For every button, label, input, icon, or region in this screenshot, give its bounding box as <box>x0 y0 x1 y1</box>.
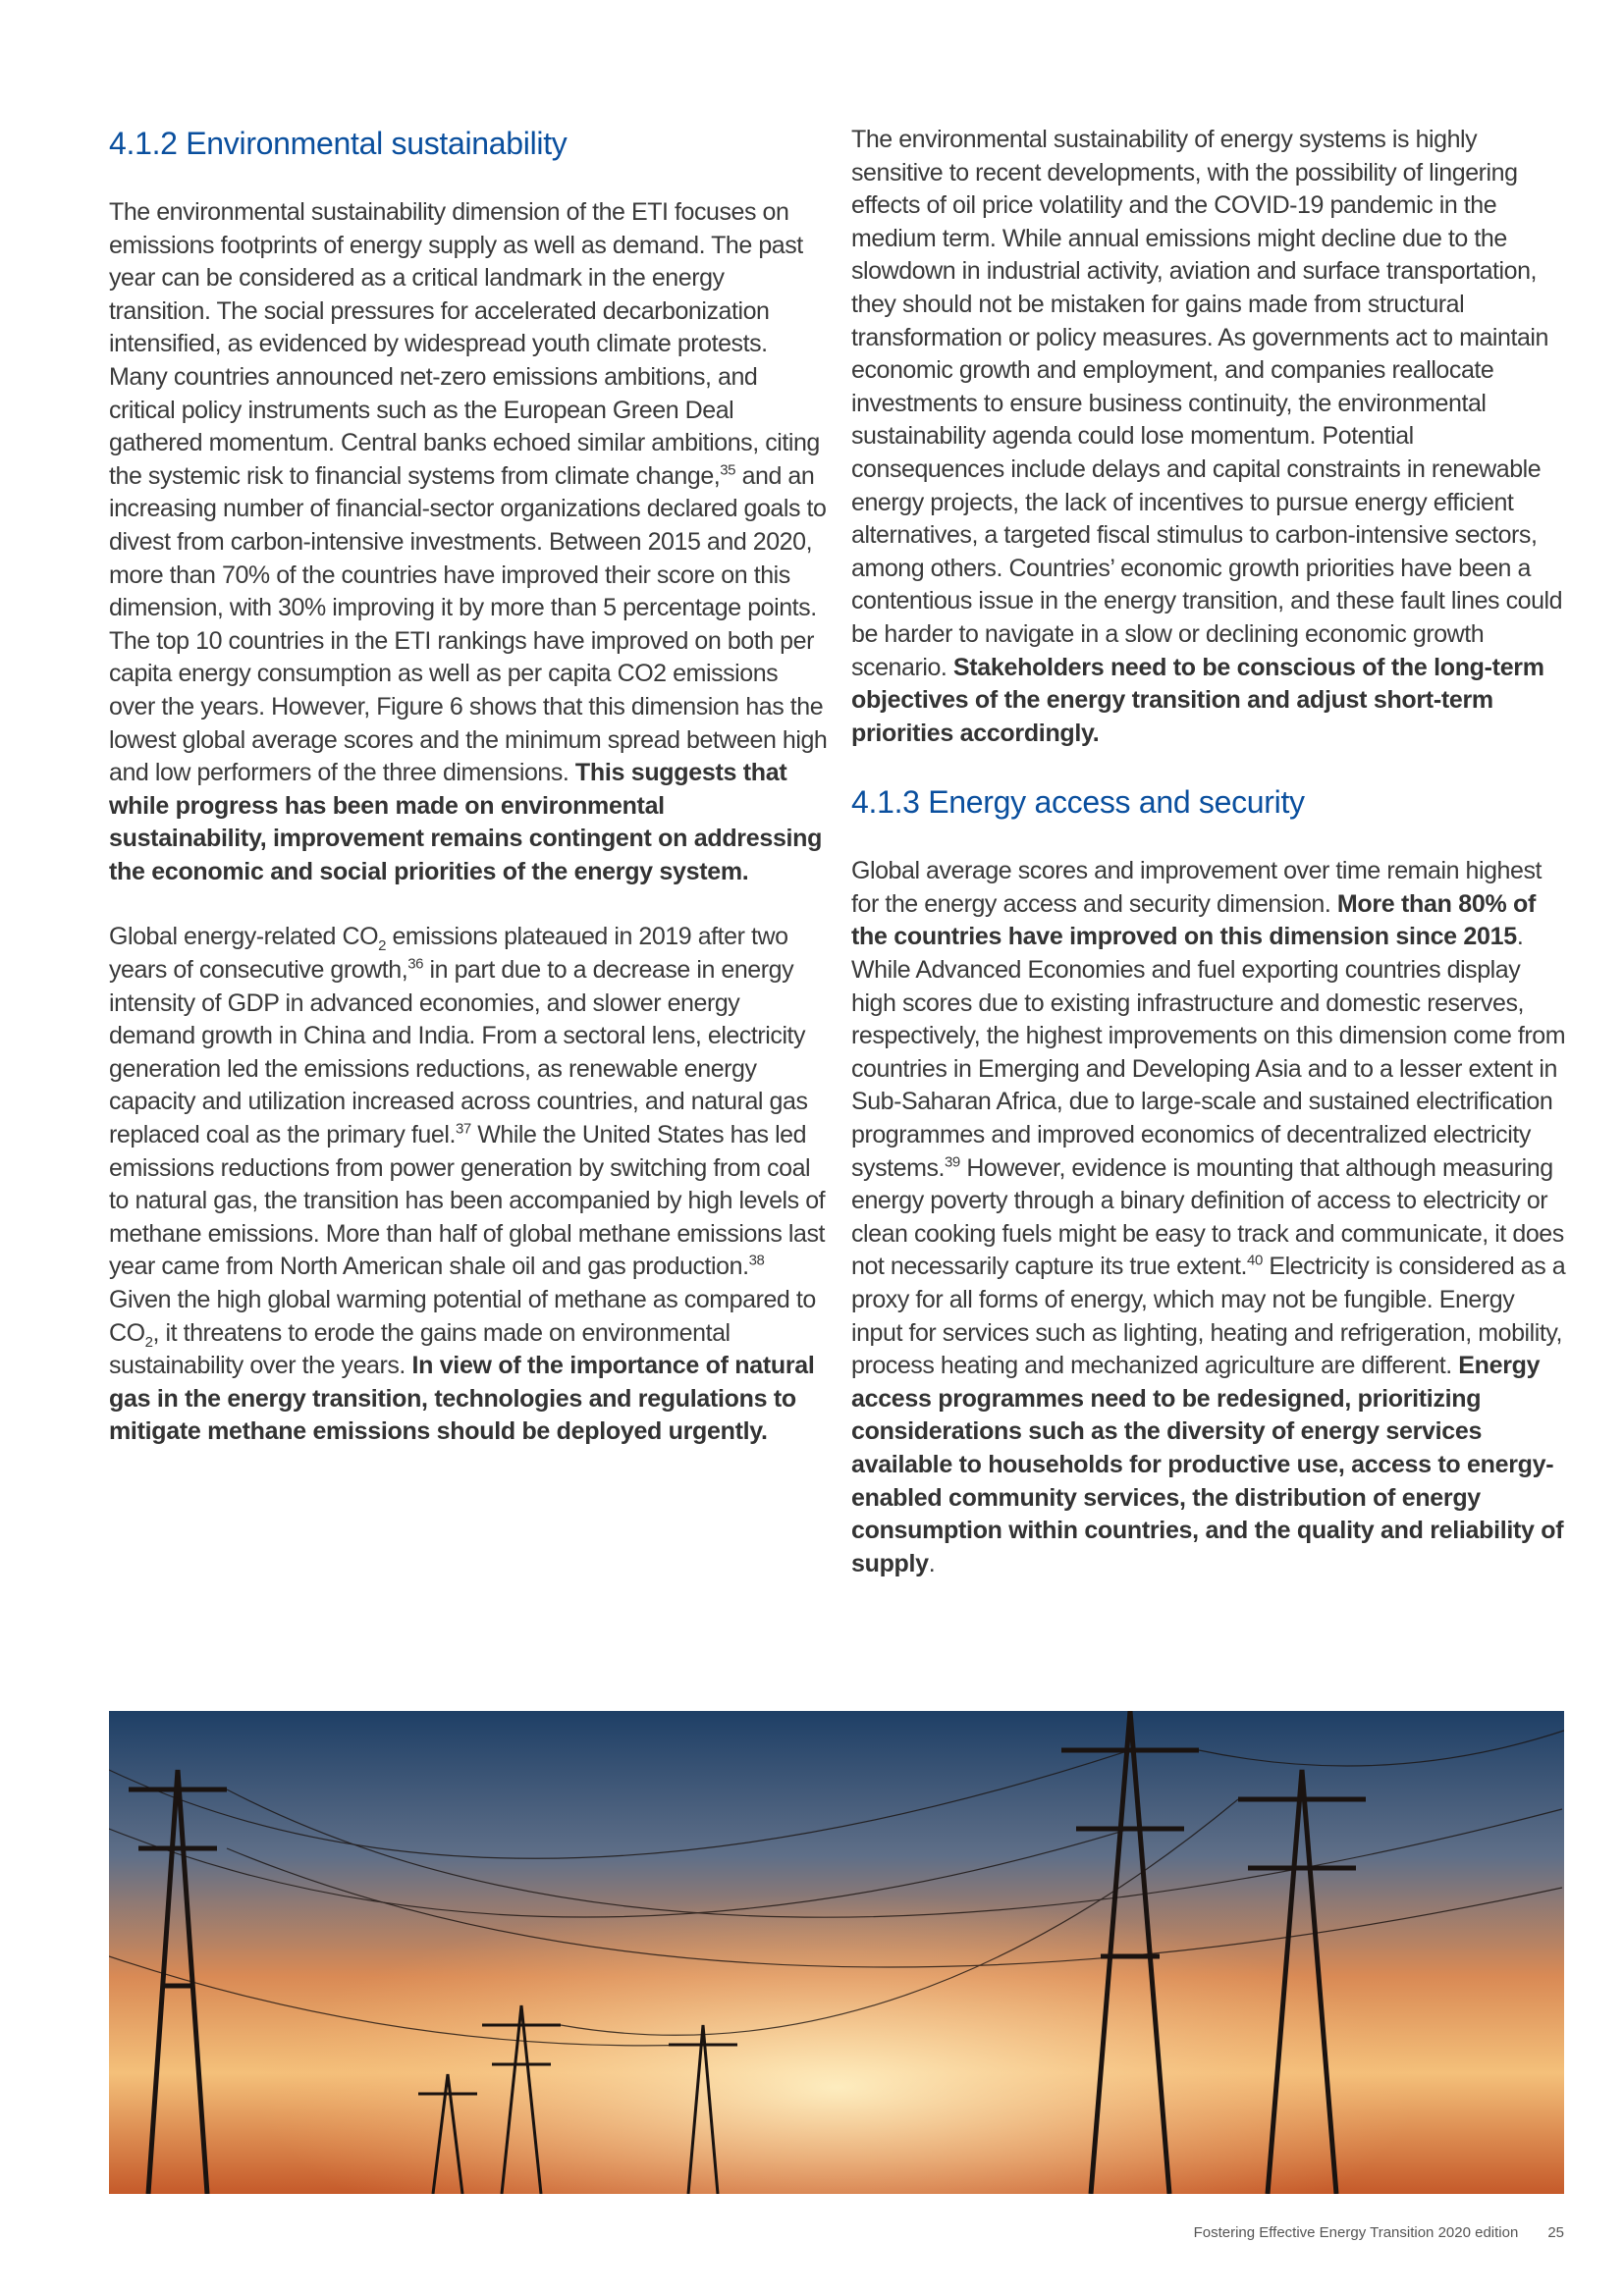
text-run: However, evidence is mounting that although measuring energy poverty through a binary definition of access to electricity or clean cooking fuels might be easy to track and communicate, it does not necessarily capture its true extent. <box>851 1153 1564 1281</box>
text-run: . <box>928 1549 936 1577</box>
body-paragraph <box>109 921 828 1449</box>
text-run: Global average scores and improvement over time remain highest for the energy access and security dimension. <box>851 857 1543 918</box>
text-run: emissions plateaued in 2019 after two years of consecutive growth, <box>109 923 788 985</box>
text-run: Electricity is considered as a proxy for all forms of energy, which may not be fungible. Energy input for services such as lighting, heating and refrigeration, mobility, process heating and mechanized agriculture are different. <box>851 1253 1566 1380</box>
bold-text: Stakeholders need to be conscious of the long-term objectives of the energy transition and adjust short-term priorities accordingly. <box>851 653 1544 747</box>
text-run: in part due to a decrease in energy intensity of GDP in advanced economies, and slower energy demand growth in China and India. From a sectoral lens, electricity generation led the emissions reductions, as renewable energy capacity and utilization increased across countries, and natural gas replaced coal as the primary fuel. <box>109 956 808 1149</box>
footnote-ref: 39 <box>945 1153 960 1171</box>
subscript: 2 <box>144 1333 153 1351</box>
subscript: 2 <box>378 937 386 955</box>
text-run: Given the high global warming potential of methane as compared to CO <box>109 1286 816 1347</box>
text-run: The environmental sustainability dimension of the ETI focuses on emissions footprints of energy supply as well as demand. The past year can be considered as a critical landmark in the energy transition. The social pressures for accelerated decarbonization intensified, as evidenced by widespread youth climate protests. Many countries announced net-zero emissions ambitions, and critical policy instruments such as the European Green Deal gathered momentum. Central banks echoed similar ambitions, citing the systemic risk to financial systems from climate change, <box>109 198 820 490</box>
publication-title: Fostering Effective Energy Transition 2020 edition <box>1193 2224 1519 2241</box>
right-column <box>851 124 1568 1613</box>
page-number: 25 <box>1547 2224 1564 2241</box>
footnote-ref: 35 <box>720 461 736 479</box>
text-run: While the United States has led emissions reductions from power generation by switching from coal to natural gas, the transition has been accompanied by high levels of methane emissions. More than half of global methane emissions last year came from North American shale oil and gas production. <box>109 1121 826 1281</box>
body-paragraph <box>851 855 1568 1580</box>
footnote-ref: 36 <box>407 955 424 973</box>
bold-text: More than 80% of the countries have improved on this dimension since 2015 <box>851 889 1537 951</box>
footnote-ref: 40 <box>1247 1253 1263 1270</box>
footnote-ref: 37 <box>455 1120 471 1138</box>
text-run: The environmental sustainability of energy systems is highly sensitive to recent developments, with the possibility of lingering effects of oil price volatility and the COVID-19 pandemic in the medium term. While annual emissions might decline due to the slowdown in industrial activity, aviation and surface transportation, they should not be mistaken for gains made from structural transformation or policy measures. As governments act to maintain economic growth and employment, and companies reallocate investments to ensure business continuity, the environmental sustainability agenda could lose momentum. Potential consequences include delays and capital constraints in renewable energy projects, the lack of incentives to pursue energy efficient alternatives, a targeted fiscal stimulus to carbon-intensive sectors, among others. Countries’ economic growth priorities have been a contentious issue in the energy transition, and these fault lines could be harder to navigate in a slow or declining economic growth scenario. <box>851 126 1563 681</box>
bold-text: In view of the importance of natural gas in the energy transition, technologies and regulations to mitigate methane emissions should be deployed urgently. <box>109 1352 815 1446</box>
left-column <box>109 124 828 1481</box>
page-footer <box>1164 2224 1564 2241</box>
body-paragraph <box>109 196 828 888</box>
text-run: Global energy-related CO <box>109 923 379 951</box>
text-run: , it threatens to erode the gains made on environmental sustainability over the years. <box>109 1318 731 1380</box>
text-run: and an increasing number of financial-sector organizations declared goals to divest from carbon-intensive investments. Between 2015 and 2020, more than 70% of the countries have improved their score on this dimension, with 30% improving it by more than 5 percentage points. The top 10 countries in the ETI rankings have improved on both per capita energy consumption as well as per capita CO2 emissions over the years. However, Figure 6 shows that this dimension has the lowest global average scores and the minimum spread between high and low performers of the three dimensions. <box>109 461 828 787</box>
section-heading-environmental-sustainability: 4.1.2 Environmental sustainability <box>109 126 568 161</box>
text-run: . While Advanced Economies and fuel exporting countries display high scores due to existing infrastructure and domestic reserves, respectively, the highest improvements on this dimension come from countries in Emerging and Developing Asia and to a lesser extent in Sub-Saharan Africa, due to large-scale and sustained electrification programmes and improved economics of decentralized electricity systems. <box>851 923 1566 1182</box>
body-paragraph <box>851 124 1568 750</box>
power-pylons-sunset-photo <box>109 1711 1564 2194</box>
bold-text: This suggests that while progress has been made on environmental sustainability, improvement remains contingent on addressing the economic and social priorities of the energy system. <box>109 759 823 885</box>
footnote-ref: 38 <box>748 1253 765 1270</box>
section-heading-energy-access-security: 4.1.3 Energy access and security <box>851 784 1305 821</box>
bold-text: Energy access programmes need to be redesigned, prioritizing considerations such as the diversity of energy services available to households for productive use, access to energy-enabled community services, the distribution of energy consumption within countries, and the quality and reliability of supply <box>851 1352 1564 1577</box>
